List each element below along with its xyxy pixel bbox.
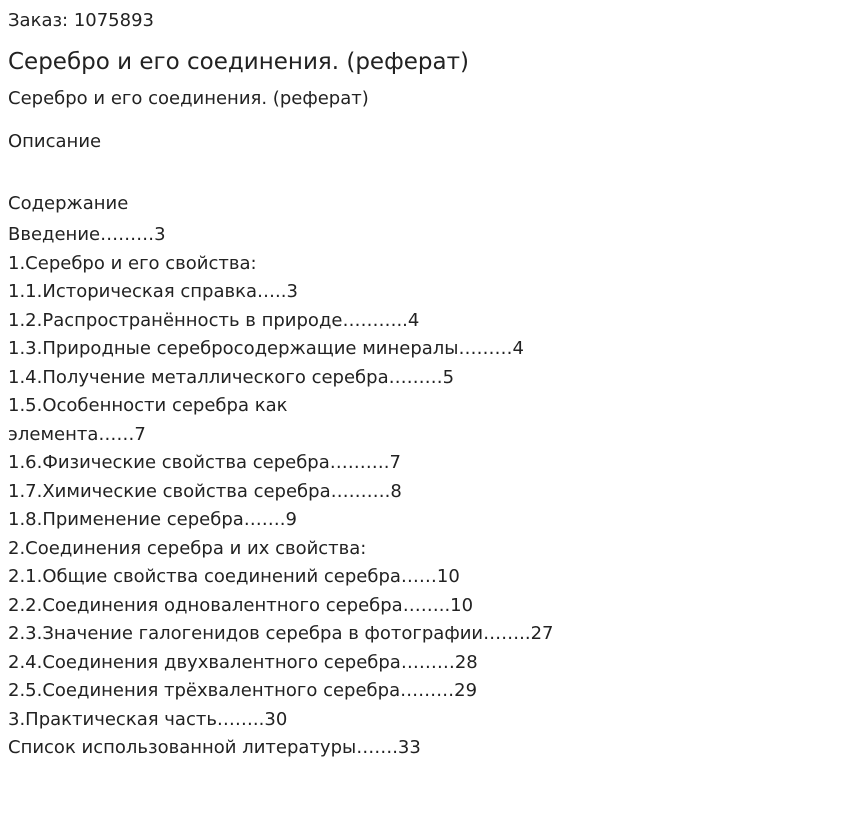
toc-item: 1.1.Историческая справка…..3 (8, 281, 298, 302)
toc-item: 3.Практическая часть……..30 (8, 708, 288, 730)
toc-item: 1.3.Природные серебросодержащие минералы………4 (8, 338, 524, 359)
toc-item: 1.4.Получение металлического серебра………5 (8, 366, 455, 388)
toc-item: 2.3.Значение галогенидов серебра в фотографии……..27 (8, 623, 554, 644)
toc-item: 2.Соединения серебра и их свойства: (8, 537, 367, 559)
toc-item: Введение………3 (8, 224, 166, 245)
toc-item: элемента……7 (8, 423, 146, 445)
description-heading: Описание (8, 131, 102, 152)
toc-item: 1.7.Химические свойства серебра……….8 (8, 480, 402, 502)
toc-item: 2.2.Соединения одновалентного серебра……..10 (8, 594, 474, 616)
contents-heading: Содержание (8, 193, 129, 214)
toc-item: 1.6.Физические свойства серебра……….7 (8, 452, 401, 473)
order-number: Заказ: 1075893 (8, 10, 154, 31)
toc-item: Список использованной литературы…….33 (8, 737, 421, 758)
toc-item: 1.8.Применение серебра…….9 (8, 509, 297, 530)
page-subtitle: Серебро и его соединения. (реферат) (8, 88, 369, 109)
toc-item: 1.Серебро и его свойства: (8, 252, 257, 274)
page-title: Серебро и его соединения. (реферат) (8, 49, 469, 75)
toc-item: 2.1.Общие свойства соединений серебра……10 (8, 566, 460, 587)
table-of-contents (8, 221, 553, 763)
toc-item: 2.4.Соединения двухвалентного серебра………28 (8, 651, 478, 673)
toc-item: 1.2.Распространённость в природе………..4 (8, 309, 420, 331)
toc-item: 1.5.Особенности серебра как (8, 395, 288, 416)
toc-item: 2.5.Соединения трёхвалентного серебра………29 (8, 680, 478, 701)
